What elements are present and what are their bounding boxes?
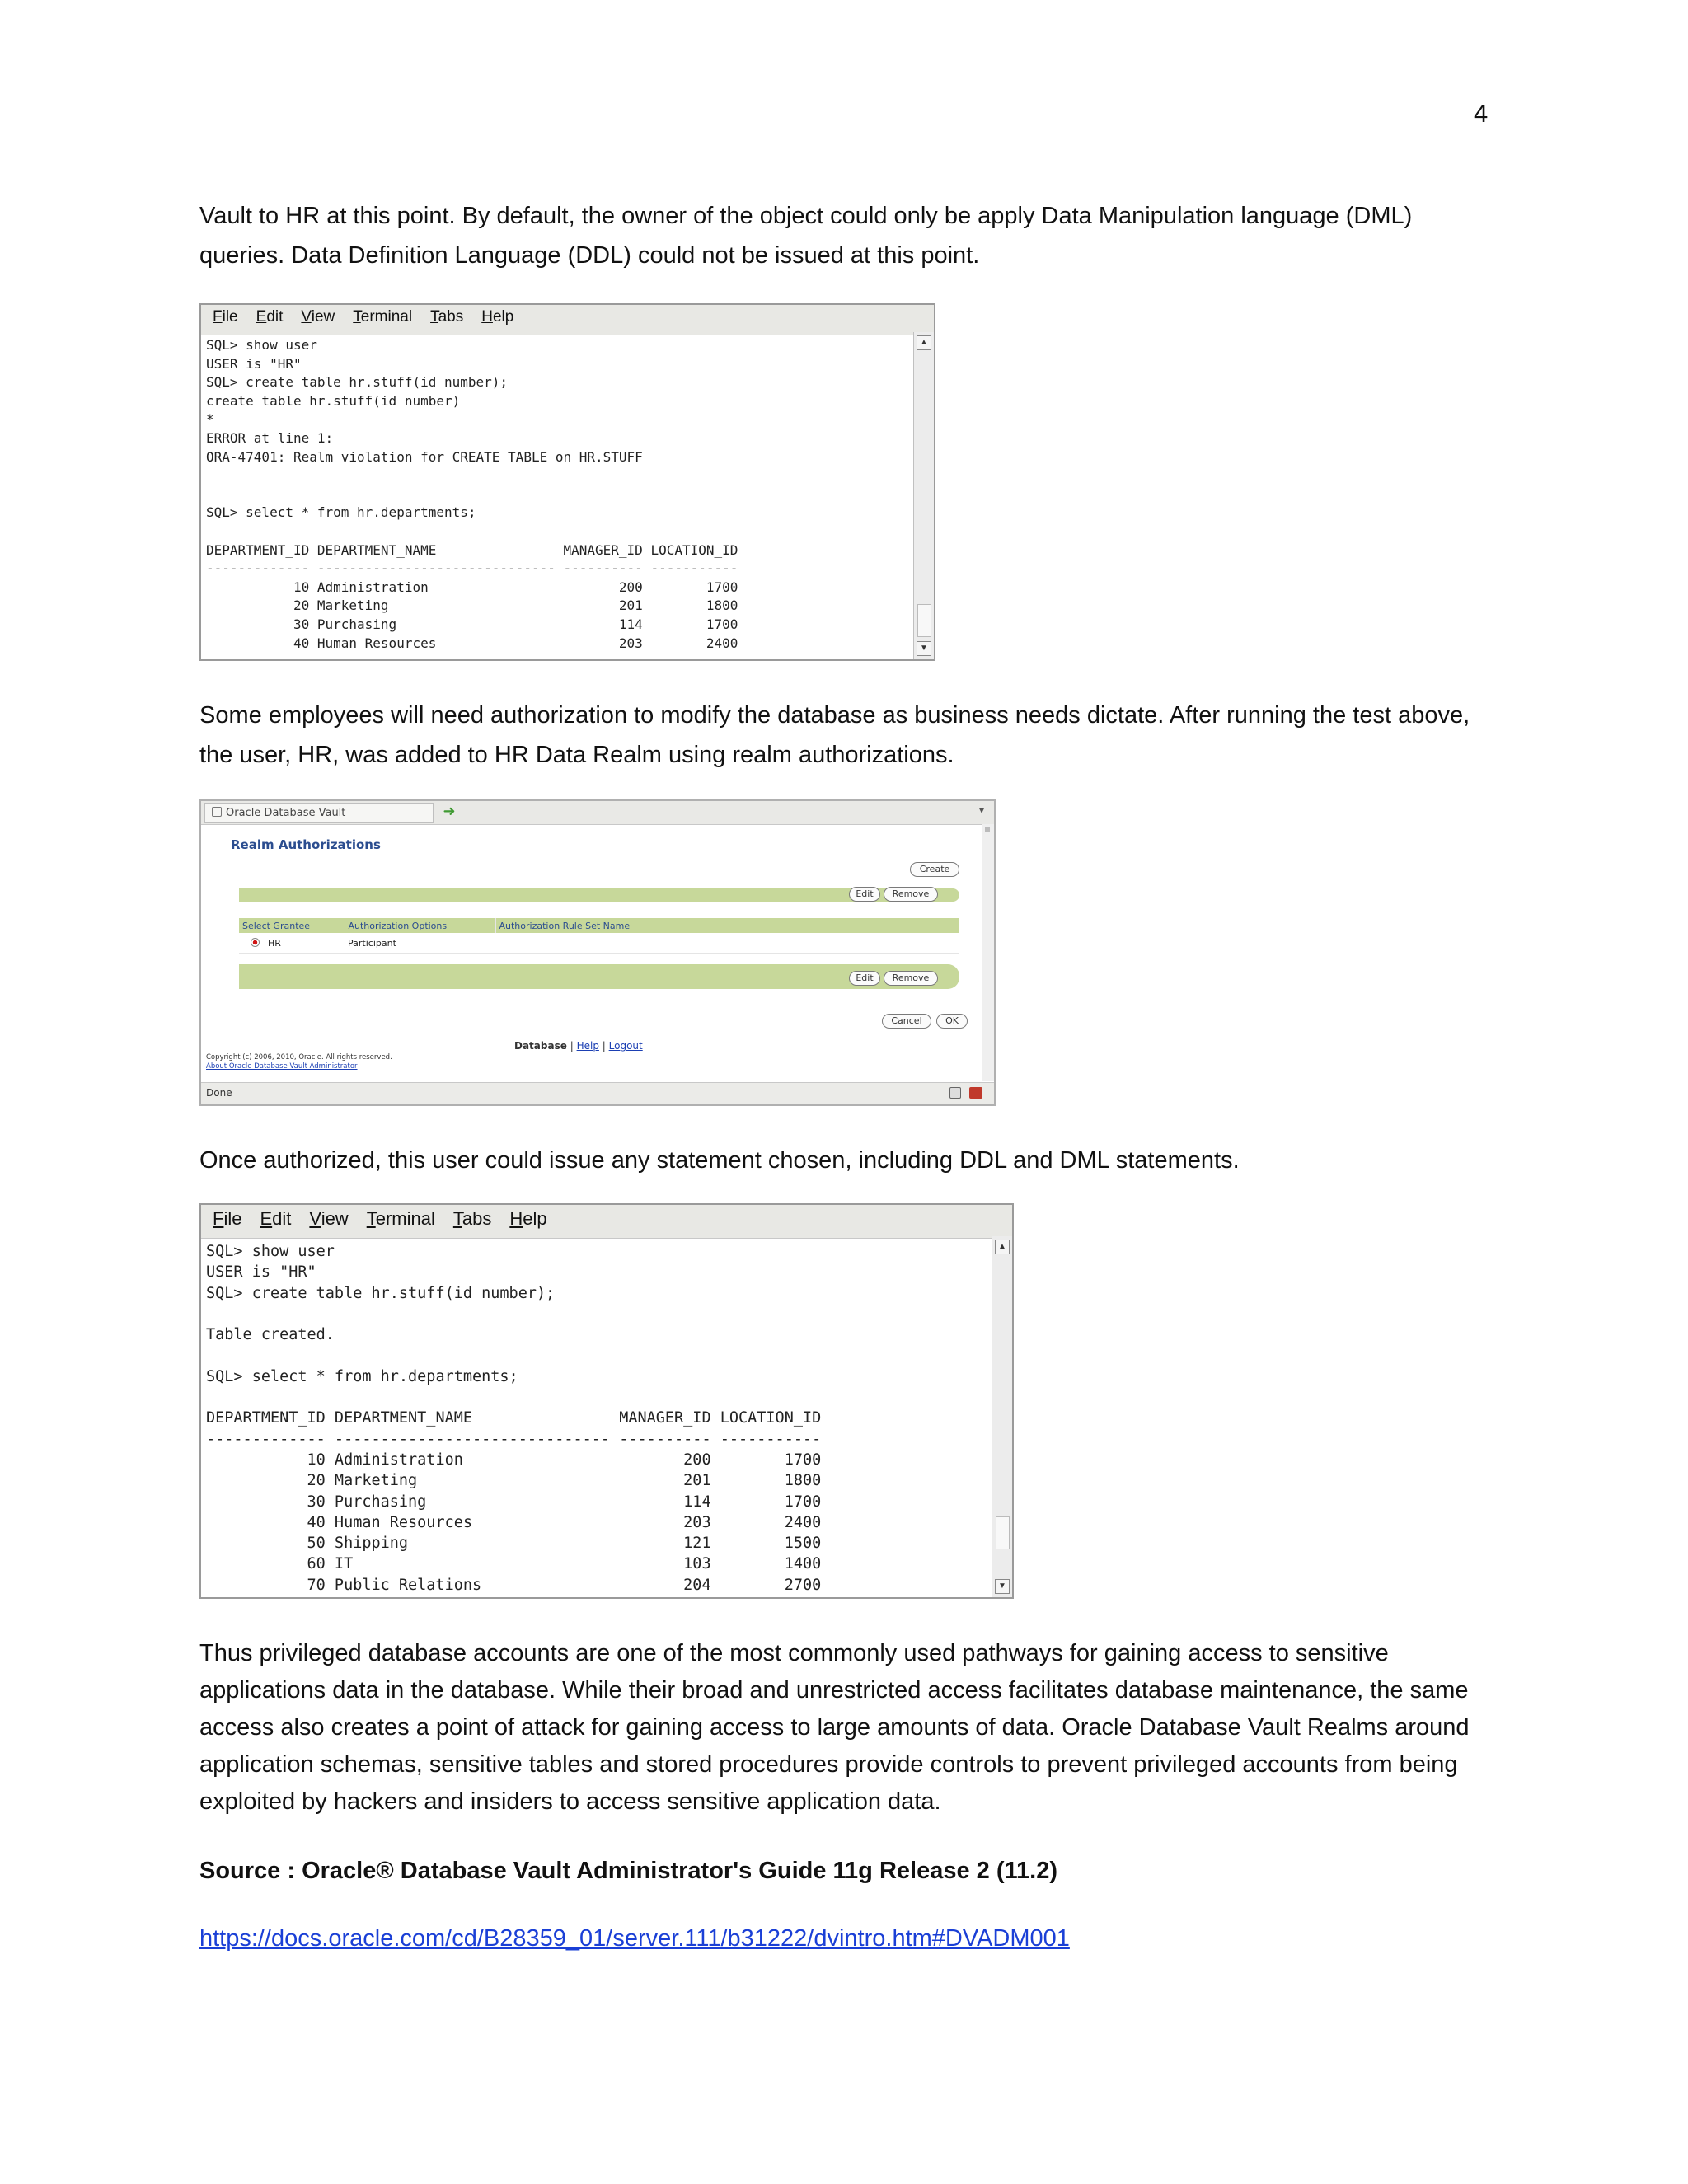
terminal-output: SQL> show user USER is "HR" SQL> create table hr.stuff(id number); create table hr.stuff(id number) * ERROR at line 1: ORA-47401: Realm violation for CREATE TABLE on HR.STUFF SQL> select * from hr.departments; DEPARTMENT_ID DEPARTMENT_NAME MANAGER_ID LOCATION_ID ------------- ------------------------------ ---------- ----------- 10 Administration 200 1700 20 Marketing 201 1800 30 Purchasing 114 1700 40 Human Resources 203 2400 [206, 337, 738, 651]
about-link[interactable]: About Oracle Database Vault Administrator [206, 1062, 358, 1071]
terminal-scrollbar[interactable] [913, 332, 934, 659]
database-link[interactable]: Database [514, 1040, 567, 1052]
grantee-cell [239, 933, 345, 954]
scroll-down-arrow-icon[interactable]: ▼ [995, 1579, 1010, 1594]
remove-button-top[interactable]: Remove [884, 887, 938, 902]
go-arrow-icon[interactable]: ➜ [443, 803, 456, 820]
help-link[interactable]: Help [576, 1040, 599, 1052]
terminal-menubar [201, 1205, 1012, 1239]
menu-terminal[interactable]: Terminal [353, 308, 413, 326]
authorized-paragraph: Once authorized, this user could issue any statement chosen, including DDL and DML statements. [199, 1147, 1240, 1174]
status-text: Done [206, 1087, 232, 1099]
authorizations-table [239, 918, 959, 954]
terminal-menubar [201, 305, 934, 335]
option-cell: Participant [345, 933, 495, 954]
terminal-window-authorized [199, 1203, 1014, 1599]
menu-help[interactable]: Help [509, 1208, 547, 1229]
footer-links [514, 1040, 643, 1052]
browser-tab[interactable] [204, 803, 434, 823]
remove-button-bottom[interactable]: Remove [884, 971, 938, 986]
menu-tabs[interactable]: Tabs [430, 308, 464, 326]
column-header-rule-set: Authorization Rule Set Name [495, 918, 959, 933]
cancel-button[interactable]: Cancel [882, 1014, 931, 1029]
menu-file[interactable]: File [213, 308, 238, 326]
grantee-value: HR [268, 937, 281, 949]
scrollbar-thumb[interactable] [917, 604, 931, 637]
terminal-output: SQL> show user USER is "HR" SQL> create table hr.stuff(id number); Table created. SQL> select * from hr.departments; DEPARTMENT_ID DEPARTMENT_NAME MANAGER_ID LOCATION_ID ------------- ------------------------------ ---------- ----------- 10 Administration 200 1700 20 Marketing 201 1800 30 Purchasing 114 1700 40 Human Resources 203 2400 50 Shipping 121 1500 60 IT 103 1400 70 Public Relations 204 2700 [206, 1243, 822, 1594]
menu-view[interactable]: View [301, 308, 335, 326]
logout-link[interactable]: Logout [608, 1040, 643, 1052]
intro-paragraph: Vault to HR at this point. By default, the owner of the object could only be apply Data Manipulation language (DML) queries. Data Definition Language (DDL) could not be issued at this point. [199, 203, 1413, 269]
tab-title: Oracle Database Vault [226, 807, 346, 819]
menu-view[interactable]: View [309, 1208, 349, 1229]
source-citation: Source : Oracle® Database Vault Administrator's Guide 11g Release 2 (11.2) [199, 1858, 1057, 1884]
source-link[interactable]: https://docs.oracle.com/cd/B28359_01/server.111/b31222/dvintro.htm#DVADM001 [199, 1925, 1070, 1952]
conclusion-paragraph: Thus privileged database accounts are one of the most commonly used pathways for gaining access to sensitive applications data in the database. While their broad and unrestricted access facilitates database maintenance, the same access also creates a point of attack for gaining access to large amounts of data. Oracle Database Vault Realms around application schemas, sensitive tables and stored procedures provide controls to prevent privileged accounts from being exploited by hackers and insiders to access sensitive application data. [199, 1640, 1470, 1815]
column-header-options: Authorization Options [345, 918, 495, 933]
terminal-scrollbar[interactable] [992, 1236, 1012, 1597]
menu-help[interactable]: Help [481, 308, 514, 326]
rule-set-cell [495, 933, 959, 954]
addon-icon[interactable] [969, 1087, 982, 1099]
chevron-down-icon[interactable]: ▾ [978, 804, 984, 816]
menu-edit[interactable]: Edit [260, 1208, 292, 1229]
column-header-grantee: Select Grantee [239, 918, 345, 933]
create-button[interactable]: Create [910, 862, 959, 877]
scrollbar-thumb[interactable] [996, 1516, 1010, 1549]
realm-authorizations-window [199, 799, 996, 1106]
edit-button-top[interactable]: Edit [849, 887, 880, 902]
status-bar [201, 1082, 994, 1104]
page-number: 4 [1474, 99, 1489, 128]
terminal-window-realm-violation [199, 303, 935, 661]
scroll-up-arrow-icon[interactable]: ▲ [995, 1240, 1010, 1254]
menu-edit[interactable]: Edit [256, 308, 284, 326]
page-title: Realm Authorizations [231, 837, 381, 852]
authorization-paragraph: Some employees will need authorization to modify the database as business needs dictate. After running the test above, the user, HR, was added to HR Data Realm using realm authorizations. [199, 702, 1470, 768]
browser-scrollbar[interactable] [982, 824, 994, 1081]
separator: | [602, 1040, 606, 1052]
browser-tabbar [201, 801, 994, 825]
ok-button[interactable]: OK [936, 1014, 968, 1029]
copyright-text: Copyright (c) 2006, 2010, Oracle. All rights reserved. [206, 1053, 392, 1062]
scroll-up-arrow-icon[interactable]: ▲ [917, 335, 931, 350]
radio-button[interactable] [251, 938, 260, 947]
scroll-down-arrow-icon[interactable]: ▼ [917, 641, 931, 656]
copyright-notice [206, 1053, 392, 1071]
lock-icon [950, 1087, 961, 1099]
page-icon [212, 807, 222, 817]
separator: | [570, 1040, 574, 1052]
menu-file[interactable]: File [213, 1208, 242, 1229]
menu-tabs[interactable]: Tabs [452, 1208, 492, 1229]
edit-button-bottom[interactable]: Edit [849, 971, 880, 986]
menu-terminal[interactable]: Terminal [366, 1208, 435, 1229]
table-row[interactable] [239, 933, 959, 954]
